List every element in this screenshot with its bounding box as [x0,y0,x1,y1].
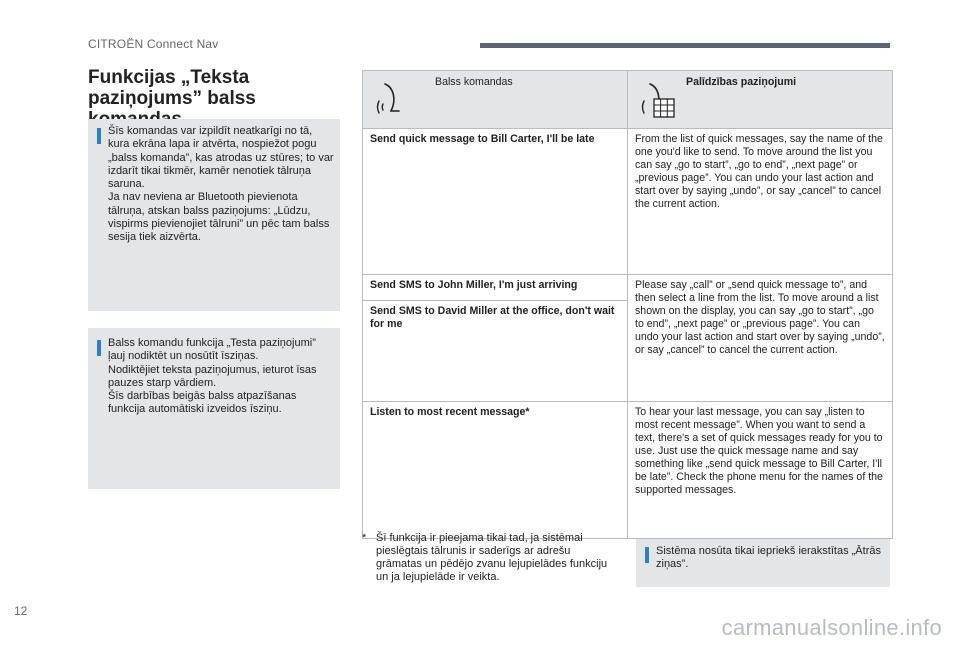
header-brand: CITROËN Connect Nav [88,37,219,51]
footnote-marker: * [362,532,367,544]
table-row [363,275,893,301]
help-cell: To hear your last message, you can say „listen to most recent message”. When you want to send a text, there's a set of quick messages ready for you to use. Just use the quick message name and say something like „send quick message to Bill Carter, I'll be late”. Check the phone menu for the names of the supported messages. [628,402,893,539]
table-row [363,129,893,275]
help-cell: From the list of quick messages, say the name of the one you'd like to send. To move around the list you can say „go to start”, „go to end”, „next page” or „previous page”. You can undo your last action and start over by saying „undo”, or say „cancel” to cancel the current action. [628,129,893,275]
note-third [636,539,890,587]
note-second-text: Balss komandu funkcija „Testa paziņojumi” ļauj nodiktēt un nosūtīt īsziņas. Nodiktējiet teksta paziņojumus, ieturot īsas pauzes starp vārdiem. Šīs darbības beigās balss atpazīšanas funkcija automātiski izveidos īsziņu. [108,337,317,416]
info-marker-icon [97,128,101,144]
header-commands-cell [363,71,628,129]
command-cell: Listen to most recent message* [363,402,628,539]
command-cell: Send quick message to Bill Carter, I'll be late [363,129,628,275]
info-marker-icon [97,340,101,356]
table-header-row [363,71,893,129]
info-marker-icon [645,547,649,563]
voice-command-icon [375,81,411,119]
command-cell: Send SMS to John Miller, I'm just arriving [363,275,628,301]
header-help-label: Palīdzības paziņojumi [686,76,797,88]
note-first-text: Šīs komandas var izpildīt neatkarīgi no tā, kura ekrāna lapa ir atvērta, nospiežot pogu „balss komanda”, kas atrodas uz stūres; to var izdarīt tikai tikmēr, kamēr nenotiek tālruņa saruna. Ja nav neviena ar Bluetooth pievienota tālruņa, atskan balss paziņojums: „Lūdzu, vispirms pievienojiet tālruni” un pēc tam balss sesija tiek aizvērta. [108,125,334,244]
header-help-cell [628,71,893,129]
note-first [88,119,340,311]
help-cell: Please say „call” or „send quick message to”, and then select a line from the list. To move around a list shown on the display, you can say „go to start”, „go to end”, „next page” or „previous page”. You can undo your last action and start over by saying „undo”, or say „cancel” to cancel the current action. [628,275,893,402]
page-number: 12 [14,604,28,618]
header-commands-label: Balss komandas [435,76,513,88]
table-row [363,402,893,539]
header-bar [480,43,890,48]
command-cell: Send SMS to David Miller at the office, don't wait for me [363,301,628,402]
watermark: carmanualsonline.info [721,615,942,640]
footnote-text: Šī funkcija ir pieejama tikai tad, ja sistēmai pieslēgtais tālrunis ir saderīgs ar adrešu grāmatas un pēdējo zvanu lejupielādes funkciju un ja lejupielāde ir veikta. [376,532,608,583]
voice-help-grid-icon [640,81,676,119]
note-third-text: Sistēma nosūta tikai iepriekš ierakstītas „Ātrās ziņas”. [656,545,881,571]
page-title: Funkcijas „Teksta paziņojums” balss [88,67,256,109]
voice-commands-table [362,70,893,539]
note-second [88,328,340,489]
